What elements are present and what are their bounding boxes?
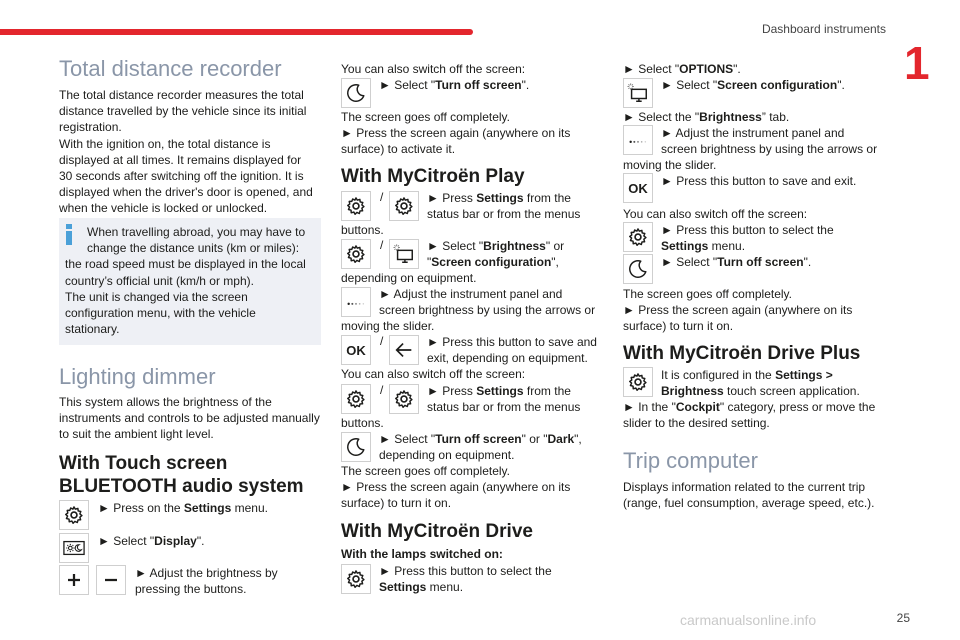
bold-text: Settings	[661, 239, 709, 253]
text-line: ► Press this button to select the	[379, 564, 552, 578]
text-line: ► Adjust the brightness by	[135, 566, 278, 580]
minus-icon	[102, 571, 120, 589]
settings-icon-box	[623, 367, 653, 397]
text: ► Press	[427, 384, 477, 398]
text-line: when the vehicle is locked or unlocked.	[59, 201, 268, 216]
info-icon	[65, 224, 73, 244]
settings-icon-box	[341, 191, 371, 221]
bold-text: Brightness	[699, 110, 762, 124]
text: ► In the "	[623, 400, 676, 414]
title-line: BLUETOOTH audio system	[59, 476, 304, 497]
text-line: country’s official unit (km/h or mph).	[65, 273, 254, 288]
settings-icon-box	[389, 384, 419, 414]
text: menu.	[708, 239, 746, 253]
text-line: ► Press the screen again (anywhere on its	[341, 126, 571, 140]
moon-icon-box	[341, 78, 371, 108]
moon-icon-box	[341, 432, 371, 462]
step-turn-off-or-dark	[379, 431, 582, 447]
text: ► Select "	[661, 78, 718, 92]
bold-text: Cockpit	[675, 400, 720, 414]
ok-button-icon	[623, 173, 653, 203]
gear-icon	[63, 504, 85, 526]
text-line: The screen goes off completely.	[341, 464, 510, 478]
text-line: 30 seconds after switching off the ignition. It is	[59, 169, 304, 184]
plus-icon-box	[59, 565, 89, 595]
step-turn-off-screen	[661, 254, 811, 270]
gear-icon	[345, 568, 367, 590]
bold-text: Display	[154, 534, 197, 548]
header-title: Dashboard instruments	[761, 22, 886, 36]
text: ".	[521, 78, 530, 92]
bold-text: Turn off screen	[435, 432, 522, 446]
bold-text: Settings	[379, 580, 427, 594]
text: "	[427, 255, 432, 269]
text-line: Displays information related to the current trip	[623, 480, 866, 494]
brightness-icon	[345, 243, 367, 265]
total-distance-text	[59, 87, 324, 217]
step-turn-off-screen	[379, 77, 529, 93]
text-line: surface) to activate it.	[341, 142, 456, 156]
text-line: ► Press this button to select the	[661, 223, 834, 237]
gear-icon	[393, 195, 415, 217]
text-line: buttons.	[341, 416, 384, 430]
bold-text: OPTIONS	[679, 62, 734, 76]
bold-text: Turn off screen	[717, 255, 804, 269]
text-line: to suit the ambient light level.	[59, 427, 214, 442]
bold-text: Brightness	[483, 239, 546, 253]
page-number: 25	[896, 611, 910, 625]
text: touch screen application.	[723, 384, 860, 398]
plus-icon	[65, 571, 83, 589]
text: ► Select "	[427, 239, 484, 253]
text-line: the road speed must be displayed in the local	[65, 257, 306, 272]
moon-icon-box	[623, 254, 653, 284]
step-cockpit	[623, 399, 875, 415]
gear-icon	[345, 195, 367, 217]
bold-text: Settings >	[775, 368, 833, 382]
watermark: carmanualsonline.info	[680, 612, 817, 628]
text-line: ► Adjust the instrument panel and	[379, 287, 563, 301]
lighting-dimmer-text	[59, 394, 324, 443]
settings-icon-box	[389, 191, 419, 221]
slider-dots-icon	[344, 291, 368, 313]
bold-text: Screen configuration	[431, 255, 552, 269]
display-icon	[61, 537, 87, 559]
gear-icon	[393, 388, 415, 410]
text: ".	[196, 534, 205, 548]
text-line: displayed when the driver's door is opened, and	[59, 185, 313, 200]
text: ► Select "	[98, 534, 155, 548]
text-line: surface) to turn it on.	[341, 496, 452, 510]
text-line: The screen goes off completely.	[341, 110, 510, 124]
step-press-settings	[427, 190, 571, 206]
text: menu.	[426, 580, 464, 594]
bold-text: Brightness	[661, 384, 724, 398]
screen-config-icon	[393, 243, 415, 265]
step-press-settings	[427, 383, 571, 399]
text-line: slider to the desired setting.	[623, 416, 770, 430]
text: " category, press or move the	[719, 400, 876, 414]
back-arrow-icon	[393, 339, 415, 361]
text-line: configuration menu, with the vehicle	[65, 306, 256, 321]
text: menu.	[231, 501, 268, 515]
ok-label: OK	[346, 342, 366, 358]
text: ► Press on the	[98, 501, 184, 515]
bold-text: Turn off screen	[435, 78, 522, 92]
text-line: This system allows the brightness of the	[59, 395, 272, 409]
text-line: registration.	[59, 120, 122, 135]
text-line: status bar or from the menus	[427, 207, 581, 221]
bold-text: Settings	[476, 191, 524, 205]
screen-config-icon-box	[389, 239, 419, 269]
text-line: You can also switch off the screen:	[341, 367, 526, 381]
back-arrow-icon-box	[389, 335, 419, 365]
settings-icon-box	[341, 384, 371, 414]
ok-button-icon	[341, 335, 371, 365]
slash-separator: /	[380, 383, 384, 397]
step-screen-config	[661, 77, 845, 93]
text-line: pressing the buttons.	[135, 582, 247, 597]
moon-icon	[345, 436, 367, 458]
display-icon-box	[59, 533, 89, 563]
text-line: With the lamps switched on:	[341, 547, 503, 561]
step-adjust-brightness	[135, 565, 278, 597]
settings-icon-box	[623, 222, 653, 252]
text: It is configured in the	[661, 368, 776, 382]
text-line: ► Press this button to save and exit.	[661, 174, 857, 188]
minus-icon-box	[96, 565, 126, 595]
slider-dots-icon-box	[341, 287, 371, 317]
text-line: stationary.	[65, 322, 120, 337]
settings-icon-box	[341, 564, 371, 594]
moon-icon	[627, 258, 649, 280]
text-line: buttons.	[341, 223, 384, 237]
text-line: ► Press this button to save and	[427, 335, 597, 349]
step-brightness-tab	[623, 109, 789, 125]
text: " or "	[521, 432, 548, 446]
text-line: The unit is changed via the screen	[65, 289, 248, 304]
text-line: surface) to turn it on.	[623, 319, 734, 333]
text: ",	[574, 432, 582, 446]
text-line: You can also switch off the screen:	[341, 62, 526, 76]
section-title-total-distance: Total distance recorder	[59, 56, 282, 81]
gear-icon	[627, 371, 649, 393]
header-red-bar	[0, 29, 473, 35]
subsection-title-mycitroen-play: With MyCitroën Play	[341, 166, 525, 187]
text: ► Select the "	[623, 110, 700, 124]
step-screen-config	[427, 254, 559, 270]
bold-text: Screen configuration	[717, 78, 838, 92]
gear-icon	[345, 388, 367, 410]
text-line: depending on equipment.	[379, 448, 515, 462]
subsection-title-mycitroen-drive-plus: With MyCitroën Drive Plus	[623, 343, 861, 364]
text-line: moving the slider.	[623, 158, 717, 172]
text: from the	[523, 191, 571, 205]
brightness-app	[661, 383, 860, 399]
text-line: screen brightness by using the arrows or	[379, 303, 596, 317]
text: ".	[733, 62, 741, 76]
text-line: ► Adjust the instrument panel and	[661, 126, 845, 140]
slash-separator: /	[380, 334, 384, 348]
text-line: ► Press the screen again (anywhere on its	[341, 480, 571, 494]
info-box	[59, 218, 321, 345]
text-line: When travelling abroad, you may have to	[87, 225, 306, 239]
text-line: status bar or from the menus	[427, 400, 581, 414]
brightness-icon-box	[341, 239, 371, 269]
ok-label: OK	[628, 180, 648, 196]
bold-text: Settings	[183, 501, 232, 515]
slider-dots-icon	[626, 129, 650, 151]
text-line: screen brightness by using the arrows or	[661, 142, 878, 156]
text-line: ► Press the screen again (anywhere on its	[623, 303, 853, 317]
slash-separator: /	[380, 238, 384, 252]
title-line: With Touch screen	[59, 453, 228, 474]
slider-dots-icon-box	[623, 125, 653, 155]
text-line: The total distance recorder measures the total	[59, 88, 304, 102]
text: ► Select "	[379, 432, 436, 446]
step-settings-menu	[661, 238, 745, 254]
text: ",	[551, 255, 559, 269]
text-line: (range, fuel consumption, average speed, etc.).	[623, 496, 875, 510]
screen-config-icon	[627, 82, 649, 104]
text-line: depending on equipment.	[341, 271, 477, 285]
subsection-title-touch-screen	[59, 452, 324, 498]
text: from the	[523, 384, 571, 398]
text-line: With the ignition on, the total distance is	[59, 136, 271, 151]
configured-in-settings	[661, 367, 833, 383]
text-line: exit, depending on equipment.	[427, 351, 588, 365]
slash-separator: /	[380, 190, 384, 204]
step-select-brightness	[427, 238, 564, 254]
text: ".	[837, 78, 845, 92]
text: ► Select "	[379, 78, 436, 92]
text: ► Press	[427, 191, 477, 205]
step-select-display	[98, 533, 204, 549]
text-line: change the distance units (km or miles):	[87, 241, 300, 256]
step-press-settings	[98, 500, 268, 516]
moon-icon	[345, 82, 367, 104]
text-line: The screen goes off completely.	[623, 287, 792, 301]
step-settings-menu	[379, 579, 463, 595]
section-title-trip-computer: Trip computer	[623, 448, 758, 473]
text: " or	[545, 239, 565, 253]
text-line: instruments and controls to be adjusted manually	[59, 411, 320, 426]
bold-text: Dark	[547, 432, 575, 446]
subsection-title-mycitroen-drive: With MyCitroën Drive	[341, 521, 533, 542]
text-line: moving the slider.	[341, 319, 435, 333]
text: ► Select "	[623, 62, 680, 76]
gear-icon	[627, 226, 649, 248]
chapter-number: 1	[904, 37, 930, 89]
text: ".	[803, 255, 812, 269]
text-line: You can also switch off the screen:	[623, 207, 808, 221]
text-line: displayed at all times. It remains displayed for	[59, 152, 302, 167]
text: ” tab.	[761, 110, 790, 124]
text-line: distance travelled by the vehicle since its initial	[59, 104, 307, 119]
bold-text: Settings	[476, 384, 524, 398]
screen-config-icon-box	[623, 78, 653, 108]
text: ► Select "	[661, 255, 718, 269]
settings-icon-box	[59, 500, 89, 530]
step-select-options	[623, 61, 741, 77]
section-title-lighting-dimmer: Lighting dimmer	[59, 364, 216, 389]
